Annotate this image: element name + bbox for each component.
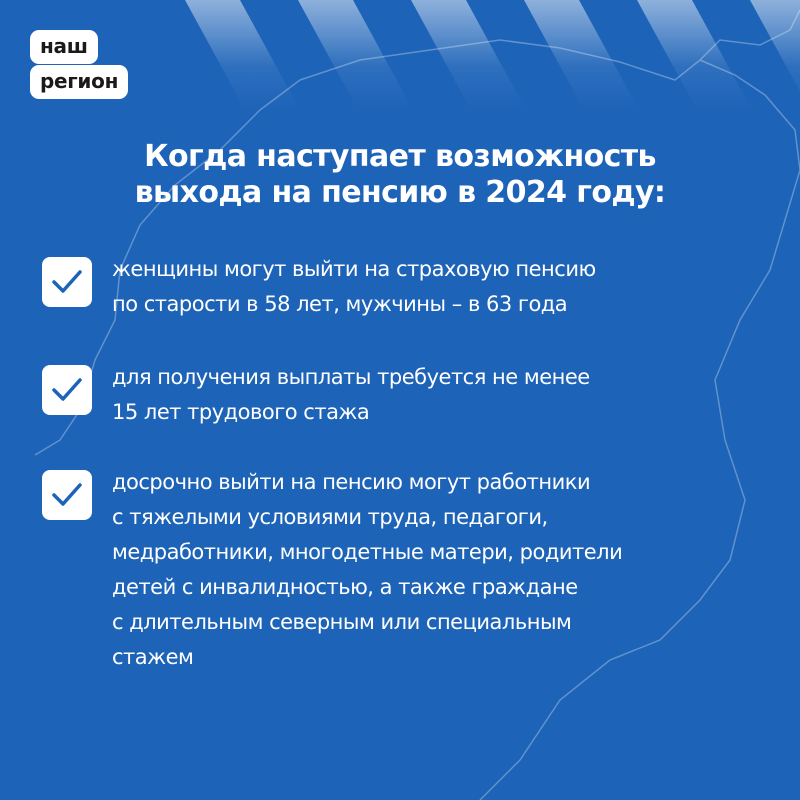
title-line-2: выхода на пенсию в 2024 году:	[134, 175, 666, 210]
title-line-1: Когда наступает возможность	[144, 139, 656, 174]
checkmark-icon	[51, 481, 83, 509]
page-title	[50, 139, 750, 211]
list-item-text: для получения выплаты требуется не менее 15 лет трудового стажа	[112, 365, 590, 424]
logo-line-1: наш	[30, 30, 98, 64]
diagonal-stripes	[185, 0, 800, 110]
logo-line-2: регион	[30, 65, 128, 99]
checkbox-badge	[42, 365, 92, 415]
list-item-text: женщины могут выйти на страховую пенсию по старости в 58 лет, мужчины – в 63 года	[112, 257, 596, 316]
checkmark-icon	[51, 376, 83, 404]
list-item-text: досрочно выйти на пенсию могут работники с тяжелыми условиями труда, педагоги, медработники, многодетные матери, родители детей с инвалидностью, а также граждане с длительным северным или специальным стажем	[112, 470, 623, 669]
checkbox-badge	[42, 470, 92, 520]
checkbox-badge	[42, 257, 92, 307]
checkmark-icon	[51, 268, 83, 296]
brand-logo	[30, 30, 128, 99]
